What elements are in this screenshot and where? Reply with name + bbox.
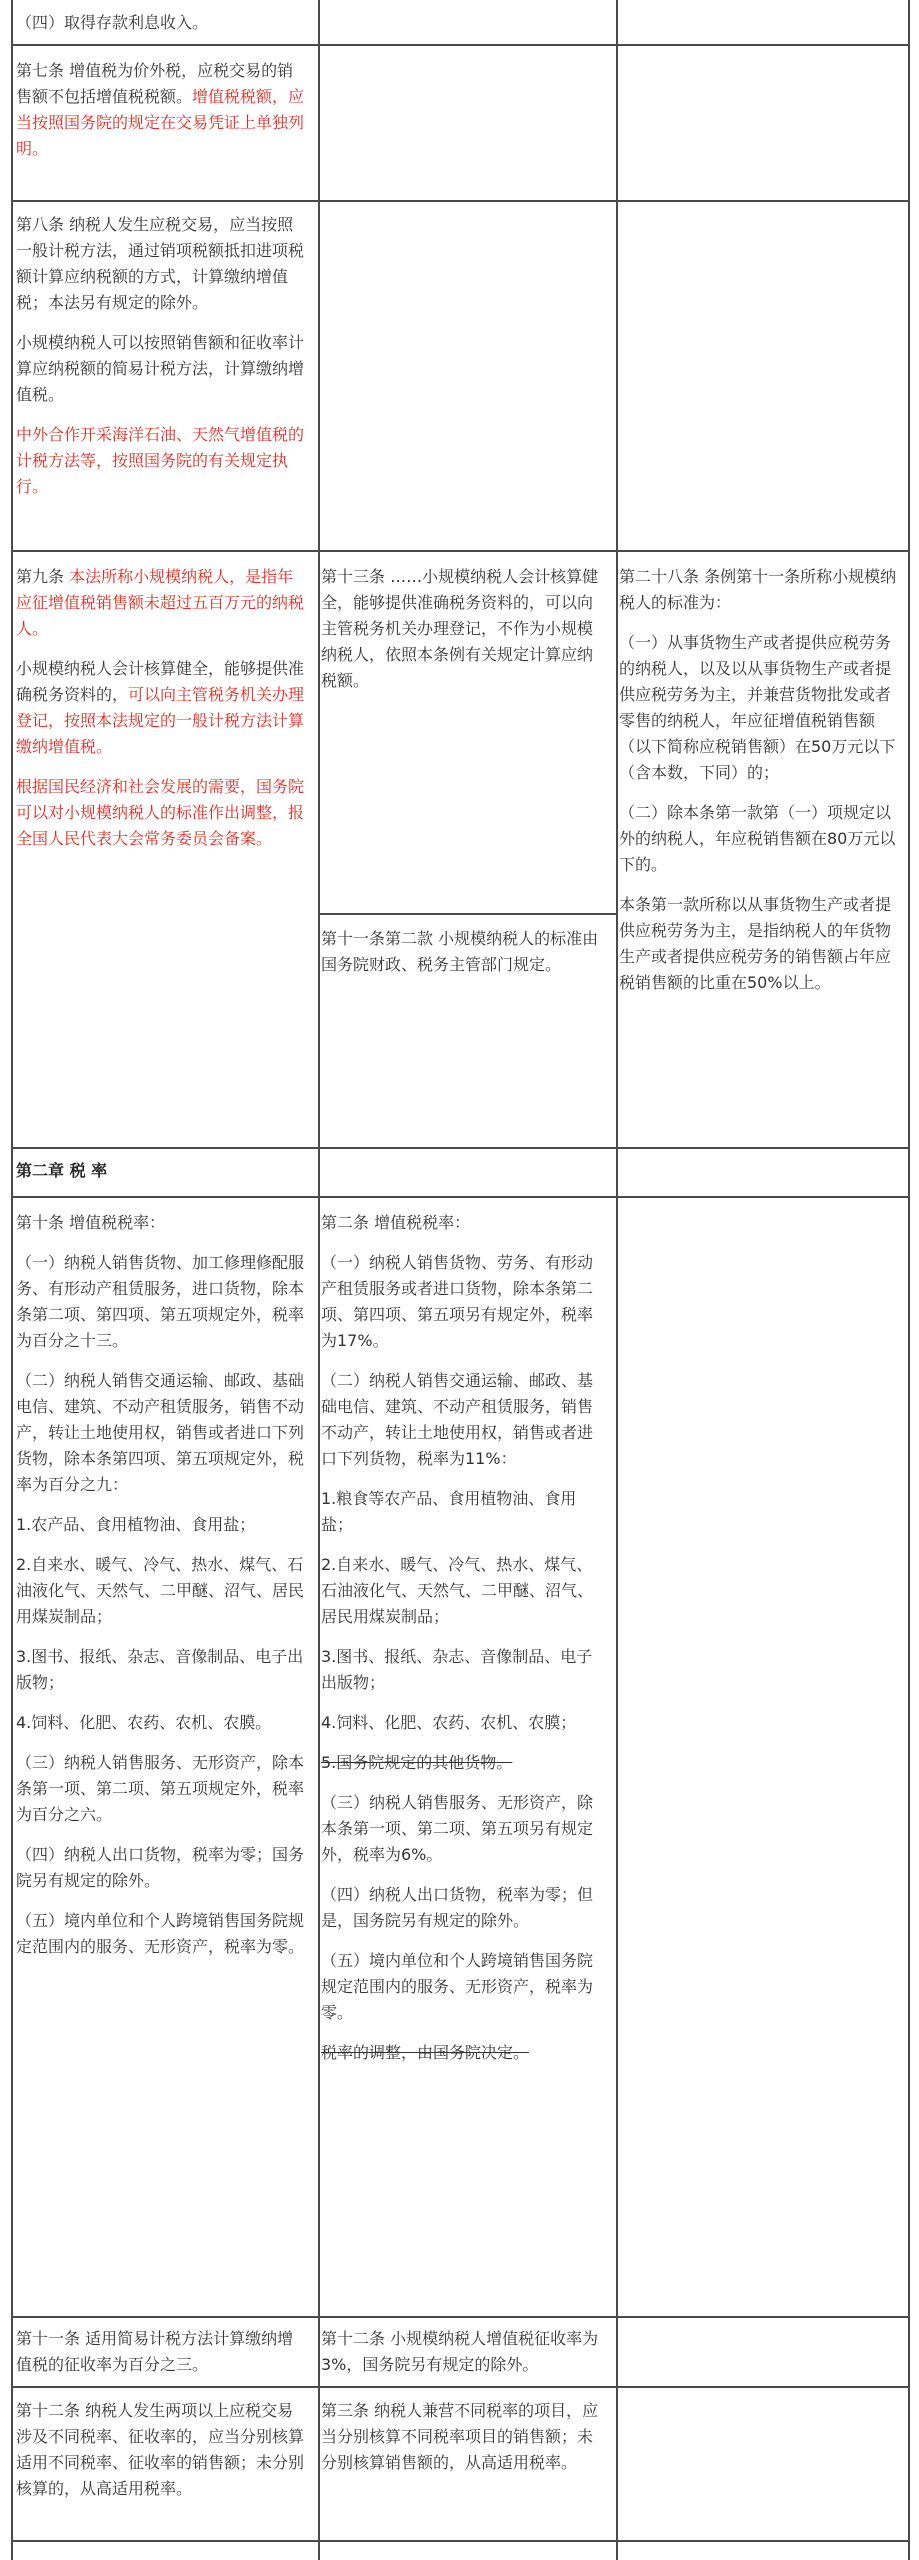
- text-run: （二）除本条第一款第（一）项规定以外的纳税人，年应税销售额在80万元以下的。: [619, 803, 896, 874]
- text-run: 第二章 税 率: [16, 1161, 108, 1180]
- cell-divider: [320, 913, 617, 915]
- text-run: （一）纳税人销售货物、劳务、有形动产租赁服务或者进口货物，除本条第二项、第四项、第五项另有规定外，税率为17%。: [321, 1253, 594, 1350]
- row-divider: [11, 550, 910, 552]
- paragraph: [16, 212, 309, 316]
- text-run: 第十一条第二款 小规模纳税人的标准由国务院财政、税务主管部门规定。: [321, 929, 599, 974]
- chapter-heading: [14, 1158, 317, 1198]
- paragraph: [16, 1842, 309, 1894]
- paragraph: [321, 1790, 607, 1868]
- highlighted-text: 增值税税额，应当按照国务院的规定在交易凭证上单独列明。: [16, 87, 305, 158]
- paragraph: [321, 1552, 607, 1630]
- r3-col3: [617, 564, 908, 1010]
- text-run: （一）从事货物生产或者提供应税劳务的纳税人，以及以从事货物生产或者提供应税劳务为主，并兼营货物批发或者零售的纳税人，年应征增值税销售额（以下简称应税销售额）在50万元以下（含本数，下同）的；: [619, 633, 896, 782]
- r7-col1: [14, 2398, 317, 2516]
- text-run: （五）境内单位和个人跨境销售国务院规定范围内的服务、无形资产，税率为零。: [321, 1951, 594, 2022]
- highlighted-text: 可以向主管税务机关办理登记，按照本法规定的一般计税方法计算缴纳增值税。: [16, 685, 305, 756]
- row-divider: [11, 200, 910, 202]
- r3-col2-top: [319, 564, 615, 708]
- highlighted-text: 本法所称小规模纳税人，是指年应征增值税销售额未超过五百万元的纳税人。: [16, 567, 305, 638]
- paragraph: [16, 2326, 309, 2378]
- text-run: 第三条 纳税人兼营不同税率的项目，应当分别核算不同税率项目的销售额；未分别核算销售额的，从高适用税率。: [321, 2401, 599, 2472]
- paragraph: [321, 2326, 607, 2378]
- text-run: （四）纳税人出口货物，税率为零；但是，国务院另有规定的除外。: [321, 1885, 594, 1930]
- text-run: （一）纳税人销售货物、加工修理修配服务、有形动产租赁服务，进口货物，除本条第二项、第四项、第五项规定外，税率为百分之十三。: [16, 1253, 305, 1350]
- text-run: （四）纳税人出口货物，税率为零；国务院另有规定的除外。: [16, 1845, 305, 1890]
- text-run: 第十二条 纳税人发生两项以上应税交易涉及不同税率、征收率的，应当分别核算适用不同税率、征收率的销售额；未分别核算的，从高适用税率。: [16, 2401, 305, 2498]
- paragraph: [321, 1486, 607, 1538]
- row-divider: [11, 2316, 910, 2318]
- paragraph: [16, 1710, 309, 1736]
- paragraph: [16, 564, 309, 642]
- paragraph: [321, 1250, 607, 1354]
- paragraph: [619, 800, 900, 878]
- paragraph: [321, 1948, 607, 2026]
- r1-col1: [14, 58, 317, 176]
- paragraph: [321, 926, 607, 978]
- paragraph: [16, 1908, 309, 1960]
- r3-col1: [14, 564, 317, 866]
- r2-col1: [14, 212, 317, 514]
- text-run: 第十一条 适用简易计税方法计算缴纳增值税的征收率为百分之三。: [16, 2329, 294, 2374]
- paragraph: [321, 2040, 607, 2066]
- text-run: 第二十八条 条例第十一条所称小规模纳税人的标准为：: [619, 567, 897, 612]
- highlighted-text: 根据国民经济和社会发展的需要，国务院可以对小规模纳税人的标准作出调整，报全国人民代表大会常务委员会备案。: [16, 777, 305, 848]
- r5-col1: [14, 1210, 317, 1974]
- text-run: 第十二条 小规模纳税人增值税征收率为3%，国务院另有规定的除外。: [321, 2329, 599, 2374]
- paragraph: [16, 422, 309, 500]
- paragraph: [16, 1552, 309, 1630]
- paragraph: （四）取得存款利息收入。: [16, 13, 209, 32]
- paragraph: [321, 1210, 607, 1236]
- text-run: （二）纳税人销售交通运输、邮政、基础电信、建筑、不动产租赁服务，销售不动产，转让土地使用权，销售或者进口下列货物，税率为11%：: [321, 1371, 594, 1468]
- column-divider: [616, 0, 618, 2560]
- paragraph: [619, 892, 900, 996]
- r5-col2: [319, 1210, 615, 2080]
- text-run: （五）境内单位和个人跨境销售国务院规定范围内的服务、无形资产，税率为零。: [16, 1911, 305, 1956]
- paragraph: [16, 1158, 309, 1184]
- text-run: （三）纳税人销售服务、无形资产，除本条第一项、第二项、第五项规定外，税率为百分之六。: [16, 1753, 305, 1824]
- paragraph: [619, 564, 900, 616]
- paragraph: [16, 774, 309, 852]
- paragraph: [16, 330, 309, 408]
- text-run: 第二条 增值税税率：: [321, 1213, 471, 1232]
- r3-col2-bottom: [319, 926, 615, 992]
- paragraph: [321, 1882, 607, 1934]
- paragraph: [16, 1750, 309, 1828]
- text-run: 3.图书、报纸、杂志、音像制品、电子出版物；: [321, 1647, 593, 1692]
- r7-col2: [319, 2398, 615, 2490]
- row-divider: [11, 2540, 910, 2542]
- column-divider: [908, 0, 910, 2560]
- paragraph: [16, 58, 309, 162]
- text-run: 第十条 增值税税率：: [16, 1213, 166, 1232]
- text-run: （二）纳税人销售交通运输、邮政、基础电信、建筑、不动产租赁服务，销售不动产，转让土地使用权，销售或者进口下列货物，除本条第四项、第五项规定外，税率为百分之九：: [16, 1371, 305, 1494]
- text-run: 4.饲料、化肥、农药、农机、农膜；: [321, 1713, 577, 1732]
- text-run: 4.饲料、化肥、农药、农机、农膜。: [16, 1713, 272, 1732]
- text-run: 第八条 纳税人发生应税交易，应当按照一般计税方法，通过销项税额抵扣进项税额计算应纳税额的方式，计算缴纳增值税；本法另有规定的除外。: [16, 215, 305, 312]
- paragraph: [16, 1250, 309, 1354]
- paragraph: [16, 1512, 309, 1538]
- paragraph: [321, 564, 607, 694]
- paragraph: [321, 1710, 607, 1736]
- paragraph: [321, 2398, 607, 2476]
- highlighted-text: 中外合作开采海洋石油、天然气增值税的计税方法等，按照国务院的有关规定执行。: [16, 425, 305, 496]
- paragraph: [321, 1750, 607, 1776]
- text-run: 小规模纳税人可以按照销售额和征收率计算应纳税额的简易计税方法，计算缴纳增值税。: [16, 333, 305, 404]
- r6-col1: [14, 2326, 317, 2392]
- paragraph: [16, 2398, 309, 2502]
- paragraph: [16, 1368, 309, 1498]
- text-run: 第十三条 ……小规模纳税人会计核算健全，能够提供准确税务资料的，可以向主管税务机关办理登记，不作为小规模纳税人，依照本条例有关规定计算应纳税额。: [321, 567, 599, 690]
- paragraph: [16, 1210, 309, 1236]
- row-divider: [11, 1147, 910, 1149]
- text-run: （三）纳税人销售服务、无形资产，除本条第一项、第二项、第五项另有规定外，税率为6%。: [321, 1793, 594, 1864]
- deleted-text: 税率的调整，由国务院决定。: [321, 2043, 530, 2062]
- deleted-text: 5.国务院规定的其他货物。: [321, 1753, 513, 1772]
- text-run: 2.自来水、暖气、冷气、热水、煤气、石油液化气、天然气、二甲醚、沼气、居民用煤炭制品；: [321, 1555, 594, 1626]
- r6-col2: [319, 2326, 615, 2392]
- text-run: 本条第一款所称以从事货物生产或者提供应税劳务为主，是指纳税人的年货物生产或者提供应税劳务的销售额占年应税销售额的比重在50%以上。: [619, 895, 892, 992]
- text-run: 小规模纳税人会计核算健全，能够提供准确税务资料的，: [16, 659, 305, 704]
- text-run: 1.粮食等农产品、食用植物油、食用盐；: [321, 1489, 577, 1534]
- paragraph: [321, 1368, 607, 1472]
- text-run: 1.农产品、食用植物油、食用盐；: [16, 1515, 256, 1534]
- paragraph: [619, 630, 900, 786]
- r0-col1: [14, 10, 317, 50]
- text-run: 2.自来水、暖气、冷气、热水、煤气、石油液化气、天然气、二甲醚、沼气、居民用煤炭制品；: [16, 1555, 305, 1626]
- text-run: 第七条 增值税为价外税，应税交易的销售额不包括增值税税额。: [16, 61, 294, 106]
- paragraph: [16, 1644, 309, 1696]
- text-run: 第九条: [16, 567, 70, 586]
- paragraph: [321, 1644, 607, 1696]
- paragraph: [16, 656, 309, 760]
- column-divider: [11, 0, 13, 2560]
- text-run: 3.图书、报纸、杂志、音像制品、电子出版物；: [16, 1647, 304, 1692]
